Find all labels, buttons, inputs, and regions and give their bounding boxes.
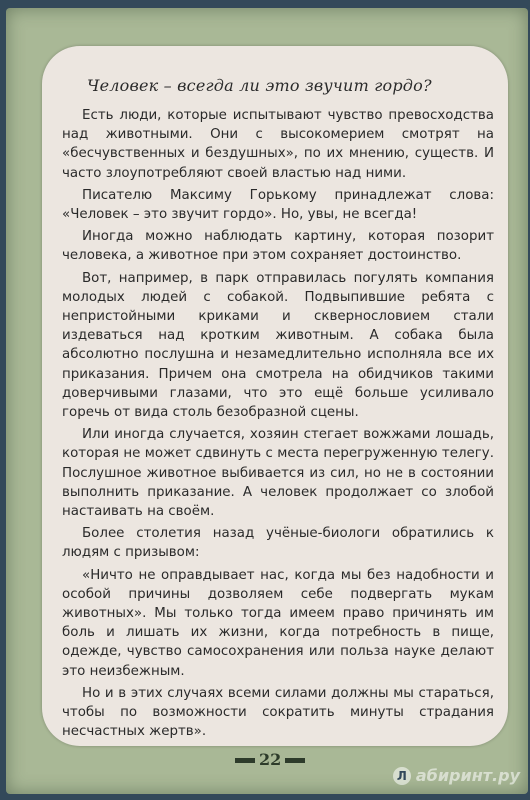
paragraph: Более столетия назад учёные-биологи обратились к людям с призывом: — [62, 526, 494, 561]
dash-left — [235, 758, 255, 763]
book-page — [6, 8, 528, 794]
paragraph: Вот, например, в парк отправилась погулять компания молодых людей с собакой. Подвыпившие ребята с непристойными криками и сквернословием стали издеваться над кротким животным. А собака была абсолютно послушна и незамедлительно исполняла все их приказания. Причем она смотрела на обидчиков такими доверчивыми глазами, что это ещё больше усиливало горечь от вида столь безобразной сцены. — [62, 270, 494, 421]
text-card — [42, 46, 508, 746]
dash-right — [285, 758, 305, 763]
page-title: Человек – всегда ли это звучит гордо? — [87, 76, 432, 95]
watermark — [393, 766, 520, 785]
paragraph: Иногда можно наблюдать картину, которая позорит человека, а животное при этом сохраняет достоинство. — [62, 229, 494, 264]
paragraph: Писателю Максиму Горькому принадлежат слова: «Человек – это звучит гордо». Но, увы, не всегда! — [62, 187, 494, 223]
paragraph: Или иногда случается, хозяин стегает вожжами лошадь, которая не может сдвинуть с места перегруженную телегу. Послушное животное выбивается из сил, но не в состоянии выполнить приказание. А человек продолжает со злобой настаивать на своём. — [62, 427, 494, 520]
labirint-logo-icon: Л — [393, 767, 411, 785]
paragraph: Есть люди, которые испытывают чувство превосходства над животными. Они с высокомерием смотрят на «бесчувственных и бездушных», по их мнению, существ. И часто злоупотребляют своей властью над ними. — [62, 108, 494, 181]
paragraph: «Ничто не оправдывает нас, когда мы без надобности и особой причины дозволяем себе подвергать мукам животных». Мы только тогда имеем право причинять им боль и лишать их жизни, когда потребность в пище, одежде, чувство самосохранения или польза науке делают это неизбежным. — [62, 567, 494, 679]
page-number — [231, 750, 309, 769]
paragraph: Но и в этих случаях всеми силами должны мы стараться, чтобы по возможности сократить минуты страдания несчастных жертв». — [62, 685, 494, 740]
page-number-value: 22 — [259, 750, 282, 769]
body-text — [62, 106, 494, 745]
watermark-text: абиринт.ру — [415, 766, 520, 785]
